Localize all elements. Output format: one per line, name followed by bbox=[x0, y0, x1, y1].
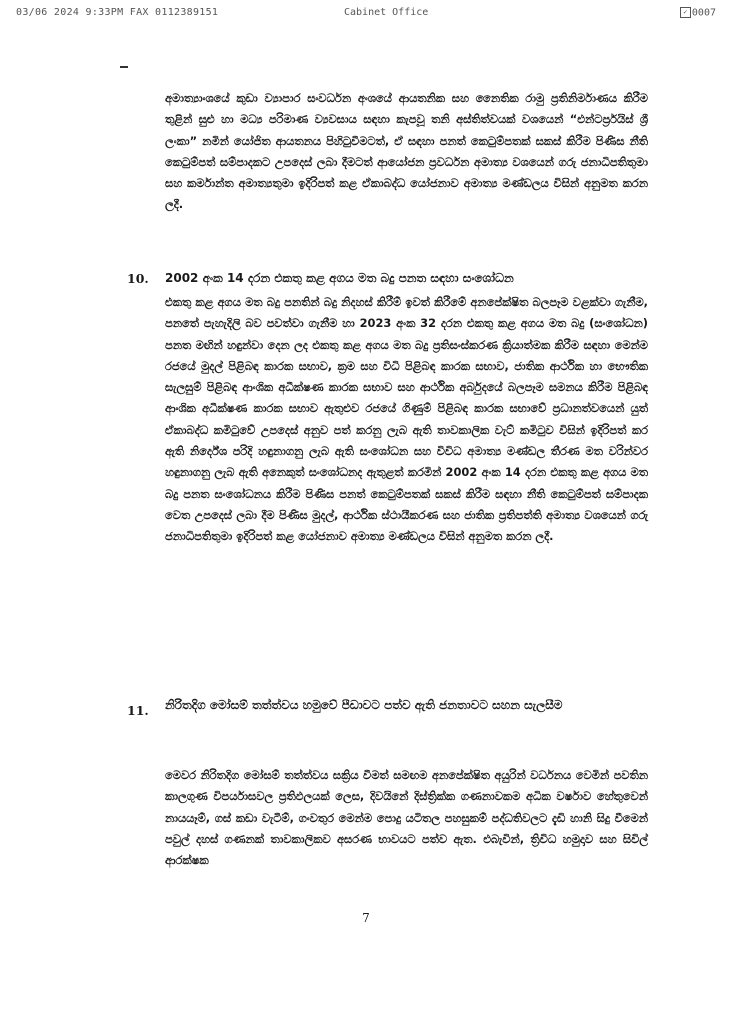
section-body: මෙවර නිරිතදිග මෝසම් තත්ත්වය සක්‍රිය වීමත් සමඟම අනපේක්ෂිත අයුරින් වර්ධනය වෙමින් පවතින කාලගුණ විපර්යාසවල ප්‍රතිඵලයක් ලෙස, දිවයිනේ දිස්ත්‍රික්ක ගණනාවකම අධික වර්ෂාව හේතුවෙන් නායයෑම්, ගස් කඩා වැටීම්, ගංවතුර මෙන්ම පොදු යටිතල පහසුකම් පද්ධතිවලට දැඩි හානි සිදු වීමෙන් පවුල් දහස් ගණනක් තාවකාලිකව අසරණ භාවයට පත්ව ඇත. එබැවින්, ත්‍රිවිධ හමුදාව සහ සිවිල් ආරක්ෂක bbox=[165, 768, 648, 868]
section-title: 2002 අංක 14 දරන එකතු කළ අගය මත බදු පනත සඳහා සංශෝධන bbox=[165, 271, 514, 285]
fax-page-code: 0007 bbox=[691, 7, 716, 19]
section-number: 10. bbox=[127, 271, 149, 286]
intro-paragraph: අමාත්‍යාංශයේ කුඩා ව්‍යාපාර සංවර්ධන අංශයේ ආයතනික සහ නෛතික රාමු ප්‍රතිනිර්මාණය කිරීම තුළින් සුළු හා මධ්‍ය පරිමාණ ව්‍යවසාය සඳහා කැපවූ තනි අස්තිත්වයක් වශයෙන් “එන්ටර්ප්‍රයිස් ශ්‍රී ලංකා” නමින් යෝජිත ආයතනය පිහිටුවීමටත්, ඒ සඳහා පනත් කෙටුම්පතක් සකස් කිරීම පිණිස නීති කෙටුම්පත් සම්පාදකට උපදෙස් ලබා දීමටත් ආයෝජන ප්‍රවර්ධන අමාත්‍ය වශයෙන් ගරු ජනාධිපතිතුමා සහ කර්මාන්ත අමාත්‍යතුමා ඉදිරිපත් කළ ඒකාබද්ධ යෝජනාව අමාත්‍ය මණ්ඩලය විසින් අනුමත කරන ලදී. bbox=[165, 91, 648, 212]
checkbox-icon: ✓ bbox=[680, 7, 691, 18]
section-title: නිරිතදිග මෝසම් තත්ත්වය හමුවේ පීඩාවට පත්ව ඇති ජනතාවට සහන සැලසීම bbox=[165, 698, 563, 712]
section-body: එකතු කළ අගය මත බදු පනතින් බදු නිදහස් කිරීම් ඉවත් කිරීමේ අනපේක්ෂිත බලපෑම වළක්වා ගැනීම, පනතේ පැහැදිලි බව පවත්වා ගැනීම හා 2023 අංක 32 දරන එකතු කළ අගය මත බදු (සංශෝධන) පනත මඟින් හඳුන්වා දෙන ලද එකතු කළ අගය මත බදු ප්‍රතිසංස්කරණ ක්‍රියාත්මක කිරීම සඳහා මෙන්ම රජයේ මුදල් පිළිබඳ කාරක සභාව, ක්‍රම සහ විධි පිළිබඳ කාරක සභාව, ජාතික ආර්ථික හා භෞතික සැලසුම් පිළිබඳ ආංශික අධීක්ෂණ කාරක සභාව සහ ආර්ථික අර්බුදයේ බලපෑම සමනය කිරීම පිළිබඳ ආංශික අධීක්ෂණ කාරක සභාව ඇතුළුව රජයේ ගිණුම් පිළිබඳ කාරක සභාවේ ප්‍රධානත්වයෙන් යුත් ඒකාබද්ධ කමිටුවේ උපදෙස් අනුව පත් කරනු ලැබ ඇති තාවකාලික වැට් කමිටුව විසින් ඉදිරිපත් කර ඇති නිර්දේශ පරිදි හඳුනාගනු ලැබ ඇති සංශෝධන සහ විවිධ අමාත්‍ය මණ්ඩල තීරණ මත වරින්වර හඳුනාගනු ලැබ ඇති අනෙකුත් සංශෝධනද ඇතුළත් කරමින් 2002 අංක 14 දරන එකතු කළ අගය මත බදු පනත සංශෝධනය කිරීම පිණිස පනත් කෙටුම්පතක් සකස් කිරීම සඳහා නීති කෙටුම්පත් සම්පාදක වෙත උපදෙස් ලබා දීම පිණිස මුදල්, ආර්ථික ස්ථායීකරණ සහ ජාතික ප්‍රතිපත්ති අමාත්‍ය වශයෙන් ගරු ජනාධිපතිතුමා ඉදිරිපත් කළ යෝජනාව අමාත්‍ය මණ්ඩලය විසින් අනුමත කරන ලදී. bbox=[165, 295, 648, 544]
page-number: 7 bbox=[362, 911, 370, 925]
fax-header bbox=[16, 7, 716, 21]
scan-mark bbox=[120, 66, 128, 68]
section-number: 11. bbox=[127, 703, 149, 718]
fax-header-date-number: 03/06 2024 9:33PM FAX 0112389151 bbox=[16, 7, 219, 18]
fax-header-sender: Cabinet Office bbox=[344, 7, 429, 18]
fax-header-page bbox=[680, 7, 716, 19]
